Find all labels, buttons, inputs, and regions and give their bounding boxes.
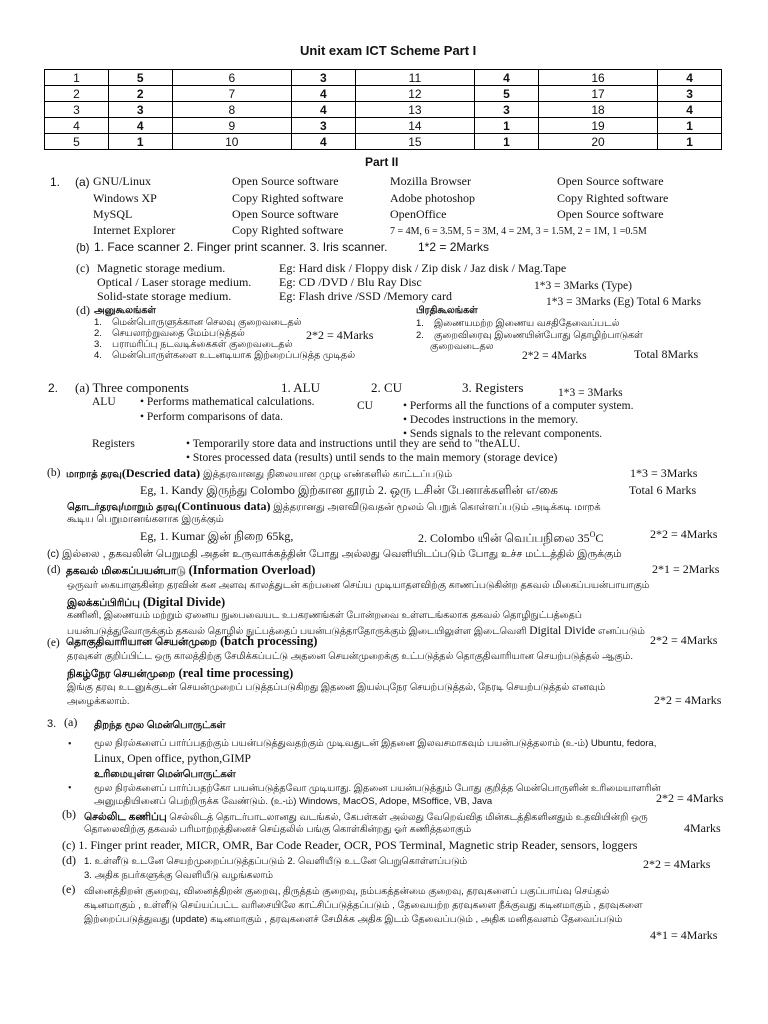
q2e-marks1: 2*2 = 4Marks	[650, 633, 718, 647]
storage-type: Optical / Laser storage medium.	[97, 275, 252, 289]
part2-heading: Part II	[365, 155, 399, 169]
q3e-label: (e)	[62, 882, 76, 896]
advantages-heading: அனுகூலங்கள்	[94, 305, 156, 316]
software-cell: MySQL	[93, 207, 133, 221]
question-number-cell: 11	[355, 70, 474, 86]
q3e-text3: இற்றைப்படுத்துவது (update) கடினமாகும் , தரவுகளைச் சேமிக்க அதிக இடம் தேவைப்படும் , அதிக மனிதவளம் தேவைப்படும்	[84, 914, 623, 925]
q1c-label: (c)	[76, 261, 90, 275]
q1-number: 1.	[50, 175, 61, 189]
q2d-label: (d)	[47, 564, 61, 576]
discrete-data-ta: மாறாத் தரவு	[66, 469, 122, 480]
degree-sup: O	[589, 530, 596, 539]
answer-cell: 3	[475, 102, 539, 118]
bullet-1: •	[68, 739, 72, 750]
list-item: மென்பொருளுக்கான செலவு குறைவடைதல்	[112, 317, 302, 328]
q2b-total: Total 6 Marks	[629, 483, 697, 497]
question-number-cell: 17	[538, 86, 657, 102]
software-cell: Mozilla Browser	[390, 174, 471, 188]
q3e-text2: கடினமாகும் , உள்ளீடு செய்யப்பட்ட வரிசையிலே காட்சிப்படுத்தப்படும் , தேவையற்ற தரவுகளை நீக்குவது கடினமாகும் , தரவுகளை	[84, 900, 643, 911]
mcq-answer-table	[44, 69, 722, 150]
software-cell: GNU/Linux	[93, 174, 151, 188]
software-cell: Adobe photoshop	[390, 191, 475, 205]
answer-cell: 3	[658, 86, 722, 102]
storage-example: Eg: Hard disk / Floppy disk / Zip disk / Jaz disk / Mag.Tape	[279, 261, 567, 275]
q2a-registers: 3. Registers	[462, 380, 524, 395]
info-overload-text: ஒருவர் கையாளுகின்ற தரவின் கன அளவு காலத்துடன் கற்பனை செய்ய முடியாதளவிற்கு காணப்படுகின்ற தகவல் மிகைப்பயன்பாயாகும்	[67, 580, 650, 591]
question-number-cell: 8	[172, 102, 291, 118]
alu-label: ALU	[92, 396, 116, 408]
software-cell: Internet Explorer	[93, 223, 176, 237]
software-cell: Open Source software	[232, 174, 339, 188]
answer-cell: 1	[658, 134, 722, 150]
q2b-marks2: 2*2 = 4Marks	[650, 527, 718, 541]
table-row	[45, 134, 722, 150]
proprietary-heading: உரிமையுள்ள மென்பொருட்கள்	[94, 769, 236, 780]
point-item: • Performs mathematical calculations.	[140, 396, 315, 408]
digital-divide-ta: இலக்கப்பிரிப்பு	[67, 597, 140, 609]
batch-heading	[66, 634, 317, 648]
list-item: செயலாற்றுவதை மேம்படுத்தல்	[112, 328, 245, 339]
point-item: • Stores processed data (results) until sends to the main memory (storage device)	[186, 452, 558, 464]
digital-divide-text2c: எனப்படும்	[595, 626, 645, 637]
q2c-answer: (c) இல்லை , தகவலின் பெறுமதி அதன் உருவாக்கத்தின் போது அல்லது வெளியிடப்படும் போது உச்ச மட்டத்தில் இருக்கும்	[47, 548, 622, 560]
question-number-cell: 15	[355, 134, 474, 150]
question-number-cell: 19	[538, 118, 657, 134]
q2d-marks: 2*1 = 2Marks	[652, 562, 720, 576]
answer-cell: 1	[475, 134, 539, 150]
software-cell: Copy Righted software	[232, 191, 344, 205]
q3d-marks: 2*2 = 4Marks	[643, 857, 711, 871]
mobile-computing-text1	[84, 811, 648, 824]
question-number-cell: 2	[45, 86, 109, 102]
answer-cell: 4	[291, 86, 355, 102]
info-overload-en: (Information Overload)	[188, 563, 316, 577]
answer-cell: 3	[108, 102, 172, 118]
list-number: 1.	[416, 318, 424, 329]
question-number-cell: 16	[538, 70, 657, 86]
bullet-2: •	[68, 783, 72, 794]
continuous-data-ta: தொடர்தரவு/மாறும் தரவு	[67, 502, 178, 513]
point-item: • Sends signals to the relevant components.	[403, 428, 603, 440]
answer-cell: 1	[108, 134, 172, 150]
proprietary-text2: அனுமதியினைப் பெற்றிருக்க வேண்டும். (உ-ம்) Windows, MacOS, Adope, MSoffice, VB, Java	[94, 796, 493, 807]
list-item: பராமரிப்பு நடவடிக்கைகள் குறைவடைதல்	[112, 339, 293, 350]
batch-text: தரவுகள் குறிப்பிட்ட ஒரு காலத்திற்கு சேமிக்கப்பட்டு அதனை செயன்முறைக்கு உட்படுத்தல் தொகுதிவாரியான செயற்படுத்தல் ஆகும்.	[67, 651, 633, 662]
software-cell: Copy Righted software	[557, 191, 669, 205]
q3b-label: (b)	[62, 807, 76, 821]
q1d-label: (d)	[76, 303, 90, 317]
list-item: இணையமற்ற இணைய வசதிதேவைப்படல்	[434, 318, 620, 329]
point-item: • Decodes instructions in the memory.	[403, 414, 579, 426]
continuous-data-desc2: கூடிய பெறுமானங்களாக இருக்கும்	[67, 514, 224, 525]
software-cell: Copy Righted software	[232, 223, 344, 237]
storage-example: Eg: Flash drive /SSD /Memory card	[279, 289, 452, 303]
question-number-cell: 3	[45, 102, 109, 118]
q2-number: 2.	[48, 381, 59, 395]
q3e-text1: வினைத்திறன் குறைவு, வினைத்திறன் குறைவு, திருத்தம் குறைவு, நம்பகத்தன்மை குறைவு, தரவுகளைப் பகுப்பாய்வு செய்தல்	[84, 886, 610, 897]
digital-divide-text2a: பயன்படுத்துவோருக்கும் தகவல் தொழில் நுட்பத்தைப் பயன்படுத்தாதோருக்கும் இடையிலுள்ள இடைவெளி	[67, 626, 530, 637]
q1d-total: Total 8Marks	[634, 347, 699, 361]
question-number-cell: 10	[172, 134, 291, 150]
realtime-en: (real time processing)	[175, 666, 294, 680]
q1a-label: (a)	[75, 175, 90, 189]
question-number-cell: 18	[538, 102, 657, 118]
software-cell: OpenOffice	[390, 207, 447, 221]
digital-divide-text1: கணினி, இணையம் மற்றும் ஏனைய நுபைவையட உபகரணங்கள் போன்றவை உள்ளடங்கலாக தகவல் தொழிநுட்பத்தைப்	[67, 610, 582, 621]
list-number: 3.	[94, 339, 102, 350]
digital-divide-en: (Digital Divide)	[142, 595, 226, 609]
storage-type: Magnetic storage medium.	[97, 261, 226, 275]
q3d-text1: 1. உள்ளீடு உடனே செயற்முறைப்படுத்தப்படும் 2. வெளியீடு உடனே பெறுகொள்ளப்படும்	[84, 856, 468, 867]
realtime-heading	[67, 666, 293, 680]
answer-cell: 4	[291, 134, 355, 150]
disadvantage-continued: குறைவடைதல	[430, 341, 494, 352]
discrete-example: Eg, 1. Kandy இருந்து Colombo இற்கான தூரம் 2. ஒரு டசின் பேனாக்களின் எ/கை	[140, 483, 558, 497]
q1c-marks-type: 1*3 = 3Marks (Type)	[534, 280, 632, 292]
list-number: 2.	[416, 330, 424, 341]
answer-cell: 5	[108, 70, 172, 86]
digital-divide-heading	[67, 595, 225, 609]
list-item: மென்பொருள்களை உடனடியாக இற்றைப்படுத்த முடிதல்	[112, 350, 356, 361]
answer-cell: 1	[475, 118, 539, 134]
discrete-data-en: (Descried data)	[121, 466, 201, 480]
q3e-marks: 4*1 = 4Marks	[650, 928, 718, 942]
celsius-unit: C	[595, 531, 604, 545]
point-item: • Perform comparisons of data.	[140, 411, 283, 423]
continuous-data-en: (Continuous data)	[177, 499, 271, 513]
proprietary-text1: மூல நிரல்களைப் பார்ப்பதற்கோ பயன்படுத்தவோ முடியாது. இதனை பயன்படுத்தும் போது குறித்த மென்பொருளின் உரிமையாளரின்	[94, 783, 661, 794]
realtime-text2: அழைக்கலாம்.	[67, 696, 130, 707]
q1c-marks-eg: 1*3 = 3Marks (Eg) Total 6 Marks	[546, 296, 701, 308]
list-number: 4.	[94, 350, 102, 361]
answer-cell: 3	[291, 118, 355, 134]
answer-cell: 2	[108, 86, 172, 102]
q1d-adv-marks: 2*2 = 4Marks	[306, 328, 374, 342]
q3c-answer: (c) 1. Finger print reader, MICR, OMR, Bar Code Reader, OCR, POS Terminal, Magnetic strip Reader, sensors, loggers	[62, 838, 638, 852]
registers-label: Registers	[92, 438, 135, 450]
q2e-marks2: 2*2 = 4Marks	[654, 693, 722, 707]
list-number: 1.	[94, 317, 102, 328]
storage-example: Eg: CD /DVD / Blu Ray Disc	[279, 275, 422, 289]
q2a-text: (a) Three components	[75, 380, 189, 395]
question-number-cell: 13	[355, 102, 474, 118]
q2e-label: (e)	[47, 637, 60, 649]
question-number-cell: 6	[172, 70, 291, 86]
realtime-text1: இங்கு தரவு உடனுக்குடன் செயன்முறைப் படுத்தப்படுகிறது இதனை இயல்புநேர செயற்படுத்தல், நேரடி செயற்படுத்தல் எனவும்	[67, 682, 606, 693]
answer-cell: 3	[291, 70, 355, 86]
q1b-marks: 1*2 = 2Marks	[418, 240, 490, 254]
q3a-label: (a)	[64, 715, 78, 729]
open-source-text1	[94, 739, 656, 750]
q3d-text2: 3. அதிக நபர்களுக்கு வெளியீடு வழங்கலாம்	[84, 870, 274, 881]
open-source-desc: மூல நிரல்களைப் பார்ப்பதற்கும் பயன்படுத்துவதற்கும் முடிவதுடன் இதனை இலவசமாகவும் பயன்படுத்தலாம் (உ-ம்) Ubuntu, fedora,	[94, 738, 657, 749]
question-number-cell: 1	[45, 70, 109, 86]
continuous-example1: Eg, 1. Kumar இன் நிறை 65kg,	[140, 529, 294, 543]
q3-number: 3.	[47, 718, 57, 730]
mobile-computing-text2: தொலைவிற்கு தகவல் பரிமாற்றத்தினைச் செய்தலில் பங்கு கொள்கின்றது ஓர் கணித்தலாகும்	[84, 824, 472, 835]
table-row	[45, 118, 722, 134]
info-overload-ta: தகவல் மிகைப்பயன்பாடு	[66, 565, 186, 577]
software-cell: 7 = 4M, 6 = 3.5M, 5 = 3M, 4 = 2M, 3 = 1.5M, 2 = 1M, 1 =0.5M	[390, 226, 647, 237]
q2b-label: (b)	[47, 467, 61, 479]
open-source-heading: திறந்த மூல மென்பொருட்கள்	[94, 720, 226, 731]
q3b-marks: 4Marks	[684, 821, 721, 835]
software-cell: Open Source software	[557, 174, 664, 188]
answer-cell: 5	[475, 86, 539, 102]
question-number-cell: 9	[172, 118, 291, 134]
discrete-data-desc: இத்தரவானது நிலையான முழு எண்களில் காட்டப்படும்	[200, 469, 453, 480]
software-cell: Open Source software	[232, 207, 339, 221]
temperature-text: 2. Colombo யின் வெப்பநிலை 35	[418, 531, 590, 545]
table-row	[45, 86, 722, 102]
continuous-data-desc: இத்தரானது அளவிடுவதன் மூலம் பெறுக் கொள்ளப்படும் அடிக்கடி மாறக்	[270, 502, 601, 513]
page-title: Unit exam ICT Scheme Part I	[300, 43, 477, 58]
info-overload-heading	[66, 563, 315, 577]
point-item: • Performs all the functions of a computer system.	[403, 400, 634, 412]
question-number-cell: 12	[355, 86, 474, 102]
q2a-marks: 1*3 = 3Marks	[558, 387, 623, 399]
realtime-ta: நிகழ்நேர செயன்முறை	[67, 668, 176, 680]
question-number-cell: 20	[538, 134, 657, 150]
answer-cell: 4	[658, 102, 722, 118]
q1d-dis-marks: 2*2 = 4Marks	[522, 350, 587, 362]
continuous-example2	[418, 530, 603, 546]
answer-cell: 1	[658, 118, 722, 134]
q3d-label: (d)	[62, 853, 76, 867]
question-number-cell: 14	[355, 118, 474, 134]
question-number-cell: 4	[45, 118, 109, 134]
answer-cell: 4	[108, 118, 172, 134]
q1b-answer: 1. Face scanner 2. Finger print scanner. 3. Iris scanner.	[94, 240, 388, 254]
point-item: • Temporarily store data and instructions until they are send to "theALU.	[186, 438, 521, 450]
q2a-alu: 1. ALU	[281, 380, 320, 395]
q3a-marks: 2*2 = 4Marks	[656, 791, 724, 805]
answer-cell: 4	[475, 70, 539, 86]
question-number-cell: 7	[172, 86, 291, 102]
software-cell: Open Source software	[557, 207, 664, 221]
continuous-data-heading	[67, 500, 601, 514]
answer-cell: 4	[658, 70, 722, 86]
answer-cell: 4	[291, 102, 355, 118]
batch-ta: தொகுதிவாரியான செயன்முறை	[66, 636, 217, 648]
question-number-cell: 5	[45, 134, 109, 150]
table-row	[45, 102, 722, 118]
table-row	[45, 70, 722, 86]
batch-en: (batch processing)	[216, 634, 318, 648]
q2b-marks1: 1*3 = 3Marks	[630, 466, 698, 480]
storage-type: Solid-state storage medium.	[97, 289, 232, 303]
mobile-computing-desc: செல்லிடத் தொடர்பாடலானது வடங்கல், கேபள்கள் அல்லது வேறெவ்வித மின்கடத்திகளினதும் உதவியின்றி ஒரு	[166, 812, 648, 823]
cu-label: CU	[357, 400, 373, 412]
open-source-text2: Linux, Open office, python,GIMP	[94, 753, 251, 765]
mobile-computing-heading: செல்லிட கணிப்பு	[84, 811, 167, 823]
disadvantages-heading: பிரதிகூலங்கள்	[416, 305, 478, 316]
list-number: 2.	[94, 328, 102, 339]
software-cell: Windows XP	[93, 191, 157, 205]
q1b-label: (b)	[76, 242, 90, 254]
q2a-cu: 2. CU	[371, 380, 403, 395]
list-item: குறைவிரைவு இணையின்போது தொழிற்பாடுகள்	[434, 330, 643, 341]
discrete-data-heading	[66, 467, 452, 481]
digital-divide-term: Digital Divide	[529, 625, 596, 637]
